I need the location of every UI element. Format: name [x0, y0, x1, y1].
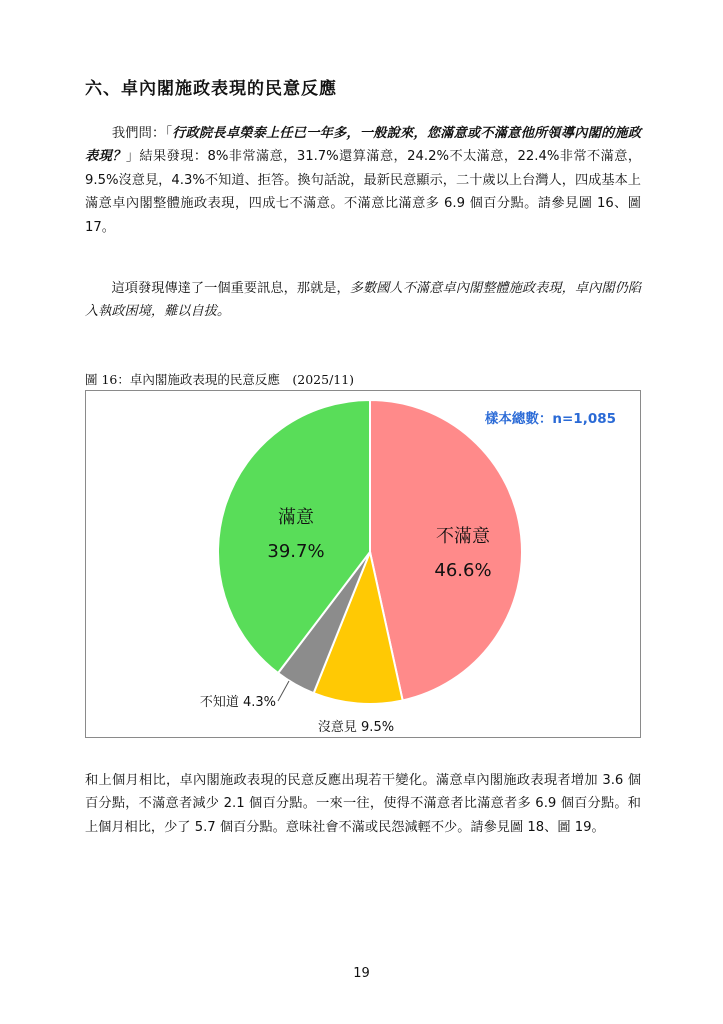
paragraph-1-prefix: 我們問：「: [111, 126, 173, 141]
page-number: 19: [353, 966, 370, 981]
paragraph-1-results: 」結果發現：8%非常滿意，31.7%還算滿意，24.2%不太滿意，22.4%非常不滿意，9.5%沒意見，4.3%不知道、拒答。換句話說，最新民意顯示，二十歲以上台灣人，四成基本上滿意卓內閣整體施政表現，四成七不滿意。不滿意比滿意多 6.9 個百分點。請參見圖 16、圖 17。: [85, 149, 642, 235]
slice-label-satisfied: 滿意: [278, 507, 314, 528]
slice-label-dissatisfied: 不滿意: [436, 526, 490, 547]
slice-value-satisfied: 39.7%: [267, 541, 325, 562]
paragraph-2: [85, 277, 641, 324]
pie-chart-frame: [85, 390, 641, 738]
pie-chart: [86, 391, 640, 737]
section-heading: 六、卓內閣施政表現的民意反應: [85, 79, 337, 99]
slice-label-no-opinion: 沒意見 9.5%: [317, 720, 395, 735]
paragraph-2-emphasis: 多數國人不滿意卓內閣整體施政表現，卓內閣仍陷入執政困境，難以自拔。: [85, 281, 642, 320]
paragraph-1: [85, 122, 641, 239]
paragraph-2-prefix: 這項發現傳達了一個重要訊息，那就是，: [111, 281, 350, 296]
slice-value-dissatisfied: 46.6%: [434, 560, 492, 581]
paragraph-3: 和上個月相比，卓內閣施政表現的民意反應出現若干變化。滿意卓內閣施政表現者增加 3.6 個百分點，不滿意者減少 2.1 個百分點。一來一往，使得不滿意者比滿意者多 6.9 個百分點。和上個月相比，少了 5.7 個百分點。意味社會不滿或民怨減輕不少。請參見圖 18、圖 19。: [85, 773, 641, 835]
leader-line-dont-know: [278, 681, 289, 701]
survey-question: 行政院長卓榮泰上任已一年多，一般說來，您滿意或不滿意他所領導內閣的施政表現？: [85, 126, 642, 165]
figure-caption: 圖 16：卓內閣施政表現的民意反應 (2025/11): [85, 372, 355, 387]
slice-label-dont-know: 不知道 4.3%: [199, 695, 276, 710]
sample-size-label: 樣本總數：n=1,085: [484, 411, 616, 427]
